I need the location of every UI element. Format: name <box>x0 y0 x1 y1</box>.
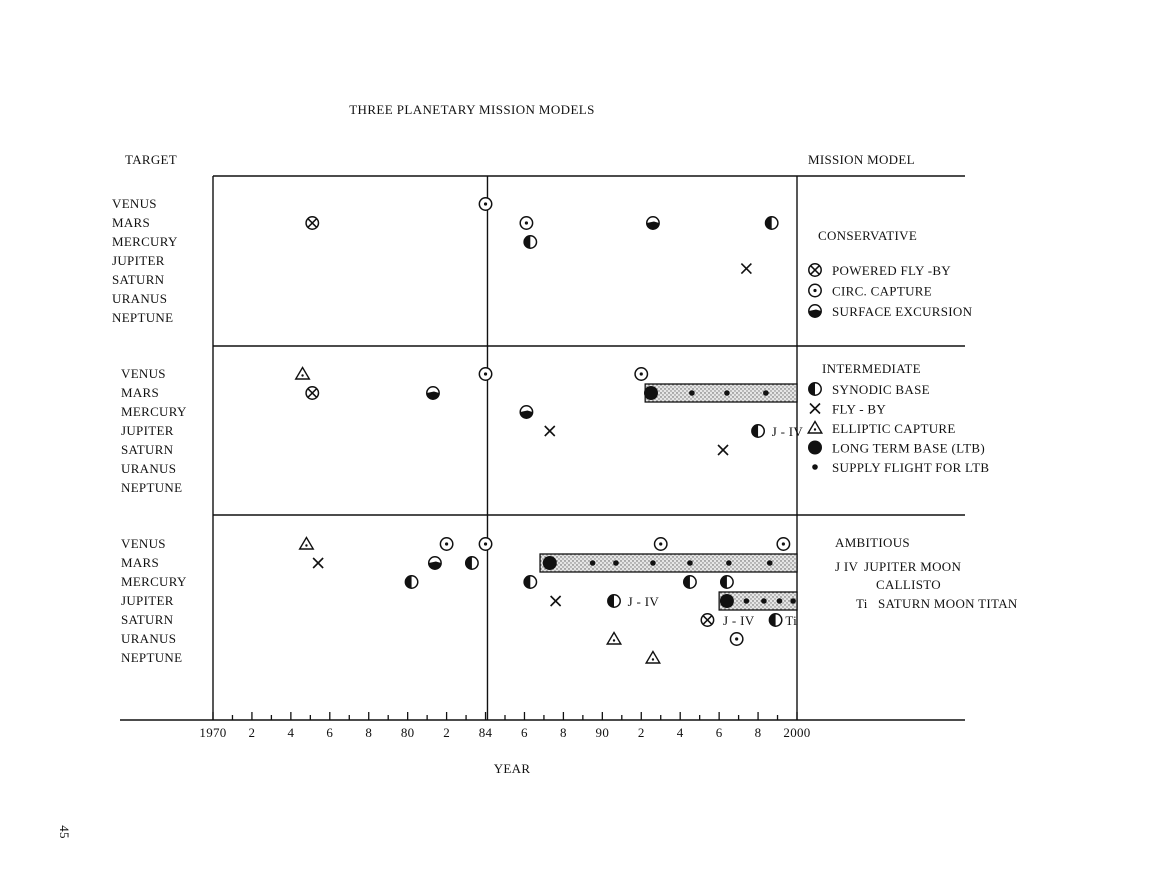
note-text: SATURN MOON TITAN <box>878 596 1018 611</box>
circ-capture-icon <box>479 368 491 380</box>
circ-capture-icon <box>635 368 647 380</box>
target-label-saturn: SATURN <box>121 442 174 457</box>
target-label-mars: MARS <box>121 385 160 400</box>
legend-flyby-label: FLY - BY <box>832 401 887 417</box>
supply-flight-icon <box>790 598 796 604</box>
note-abbr: Ti <box>856 596 868 611</box>
note-abbr: J IV <box>835 559 859 574</box>
target-label-venus: VENUS <box>112 196 157 211</box>
supply-flight-icon <box>744 598 750 604</box>
ltb-bar-mars <box>540 554 797 572</box>
legend-circ-capture-icon <box>809 284 821 296</box>
x-tick-label: 8 <box>754 725 762 740</box>
x-tick-label: 6 <box>715 725 723 740</box>
long-term-base-icon <box>720 594 734 608</box>
legend-long-term-base-label: LONG TERM BASE (LTB) <box>832 440 985 456</box>
flyby-icon <box>551 596 561 606</box>
marker-label: J - IV <box>723 613 755 628</box>
x-tick-label: 4 <box>676 725 684 740</box>
target-label-mercury: MERCURY <box>112 234 178 249</box>
marker-label: J - IV <box>771 424 804 439</box>
legend-powered-flyby-icon <box>809 264 821 276</box>
legend-supply-flight-icon <box>812 464 818 470</box>
surface-excursion-icon <box>429 557 441 569</box>
elliptic-capture-icon <box>300 538 314 550</box>
x-tick-label: 8 <box>559 725 567 740</box>
legend-elliptic-capture-icon <box>808 422 822 434</box>
synodic-base-icon <box>769 614 781 626</box>
target-label-venus: VENUS <box>121 536 166 551</box>
target-label-mars: MARS <box>112 215 151 230</box>
ltb-bar-mars <box>645 384 797 402</box>
target-label-mercury: MERCURY <box>121 404 187 419</box>
target-label-mercury: MERCURY <box>121 574 187 589</box>
x-tick-label: 90 <box>595 725 610 740</box>
target-row-labels <box>112 196 187 665</box>
legend-circ-capture-label: CIRC. CAPTURE <box>832 283 932 299</box>
legend-synodic-base-icon <box>809 383 821 395</box>
synodic-base-icon <box>608 595 620 607</box>
legend-long-term-base-icon <box>808 441 822 455</box>
target-label-saturn: SATURN <box>112 272 165 287</box>
flyby-icon <box>718 445 728 455</box>
legend-flyby-icon <box>810 404 820 414</box>
x-tick-label: 2 <box>443 725 451 740</box>
supply-flight-icon <box>763 390 769 396</box>
legend-powered-flyby-label: POWERED FLY -BY <box>832 263 951 278</box>
target-label-neptune: NEPTUNE <box>121 480 183 495</box>
circ-capture-icon <box>520 217 532 229</box>
target-header: TARGET <box>125 152 178 167</box>
supply-flight-icon <box>689 390 695 396</box>
synodic-base-icon <box>765 217 777 229</box>
legend-synodic-base-label: SYNODIC BASE <box>832 382 930 397</box>
note-text: CALLISTO <box>876 577 941 592</box>
supply-flight-icon <box>687 560 693 566</box>
synodic-base-icon <box>524 576 536 588</box>
circ-capture-icon <box>440 538 452 550</box>
target-label-jupiter: JUPITER <box>112 253 165 268</box>
surface-excursion-icon <box>647 217 659 229</box>
target-label-uranus: URANUS <box>112 291 168 306</box>
elliptic-capture-icon <box>607 633 621 645</box>
page-number: 45 <box>57 825 72 839</box>
legend-surface-excursion-icon <box>809 305 821 317</box>
x-tick-label: 2000 <box>783 725 811 740</box>
elliptic-capture-icon <box>646 652 660 664</box>
x-tick-label: 4 <box>287 725 295 740</box>
x-tick-label: 2 <box>637 725 645 740</box>
x-tick-label: 84 <box>478 725 493 740</box>
x-tick-label: 8 <box>365 725 373 740</box>
surface-excursion-icon <box>427 387 439 399</box>
supply-flight-icon <box>761 598 767 604</box>
synodic-base-icon <box>466 557 478 569</box>
target-label-saturn: SATURN <box>121 612 174 627</box>
year-axis <box>199 712 810 740</box>
mission-model-intermediate: INTERMEDIATE <box>822 361 921 376</box>
circ-capture-icon <box>777 538 789 550</box>
supply-flight-icon <box>726 560 732 566</box>
target-label-neptune: NEPTUNE <box>121 650 183 665</box>
x-tick-label: 80 <box>400 725 415 740</box>
circ-capture-icon <box>730 633 742 645</box>
legend-elliptic-capture-label: ELLIPTIC CAPTURE <box>832 421 956 436</box>
supply-flight-icon <box>613 560 619 566</box>
legend-surface-excursion-label: SURFACE EXCURSION <box>832 304 973 319</box>
x-tick-label: 6 <box>521 725 528 740</box>
x-tick-label: 6 <box>326 725 334 740</box>
powered-flyby-icon <box>701 614 713 626</box>
supply-flight-icon <box>650 560 656 566</box>
flyby-icon <box>545 426 555 436</box>
supply-flight-icon <box>767 560 773 566</box>
synodic-base-icon <box>721 576 733 588</box>
supply-flight-icon <box>777 598 783 604</box>
synodic-base-icon <box>684 576 696 588</box>
synodic-base-icon <box>405 576 417 588</box>
chart-title: THREE PLANETARY MISSION MODELS <box>349 102 595 117</box>
long-term-base-icon <box>644 386 658 400</box>
target-label-venus: VENUS <box>121 366 166 381</box>
flyby-icon <box>313 558 323 568</box>
legend-supply-flight-label: SUPPLY FLIGHT FOR LTB <box>832 460 990 475</box>
synodic-base-icon <box>524 236 536 248</box>
ltb-bars <box>540 384 797 610</box>
mission-model-legends <box>808 228 1018 611</box>
x-tick-label: 2 <box>248 725 256 740</box>
x-tick-label: 1970 <box>199 725 227 740</box>
flyby-icon <box>741 264 751 274</box>
target-label-neptune: NEPTUNE <box>112 310 174 325</box>
powered-flyby-icon <box>306 217 318 229</box>
supply-flight-icon <box>724 390 730 396</box>
target-label-jupiter: JUPITER <box>121 593 174 608</box>
powered-flyby-icon <box>306 387 318 399</box>
marker-label: Ti <box>785 613 798 628</box>
long-term-base-icon <box>543 556 557 570</box>
mission-markers <box>296 198 790 663</box>
circ-capture-icon <box>479 198 491 210</box>
marker-label: J - IV <box>627 594 660 609</box>
mission-model-header: MISSION MODEL <box>808 152 915 167</box>
mission-model-ambitious: AMBITIOUS <box>835 535 910 550</box>
synodic-base-icon <box>752 425 764 437</box>
target-label-mars: MARS <box>121 555 160 570</box>
circ-capture-icon <box>655 538 667 550</box>
circ-capture-icon <box>479 538 491 550</box>
target-label-jupiter: JUPITER <box>121 423 174 438</box>
mission-model-conservative: CONSERVATIVE <box>818 228 918 243</box>
target-label-uranus: URANUS <box>121 631 177 646</box>
target-label-uranus: URANUS <box>121 461 177 476</box>
note-text: JUPITER MOON <box>864 559 962 574</box>
surface-excursion-icon <box>520 406 532 418</box>
supply-flight-icon <box>590 560 596 566</box>
elliptic-capture-icon <box>296 368 310 380</box>
x-axis-title: YEAR <box>493 761 531 776</box>
